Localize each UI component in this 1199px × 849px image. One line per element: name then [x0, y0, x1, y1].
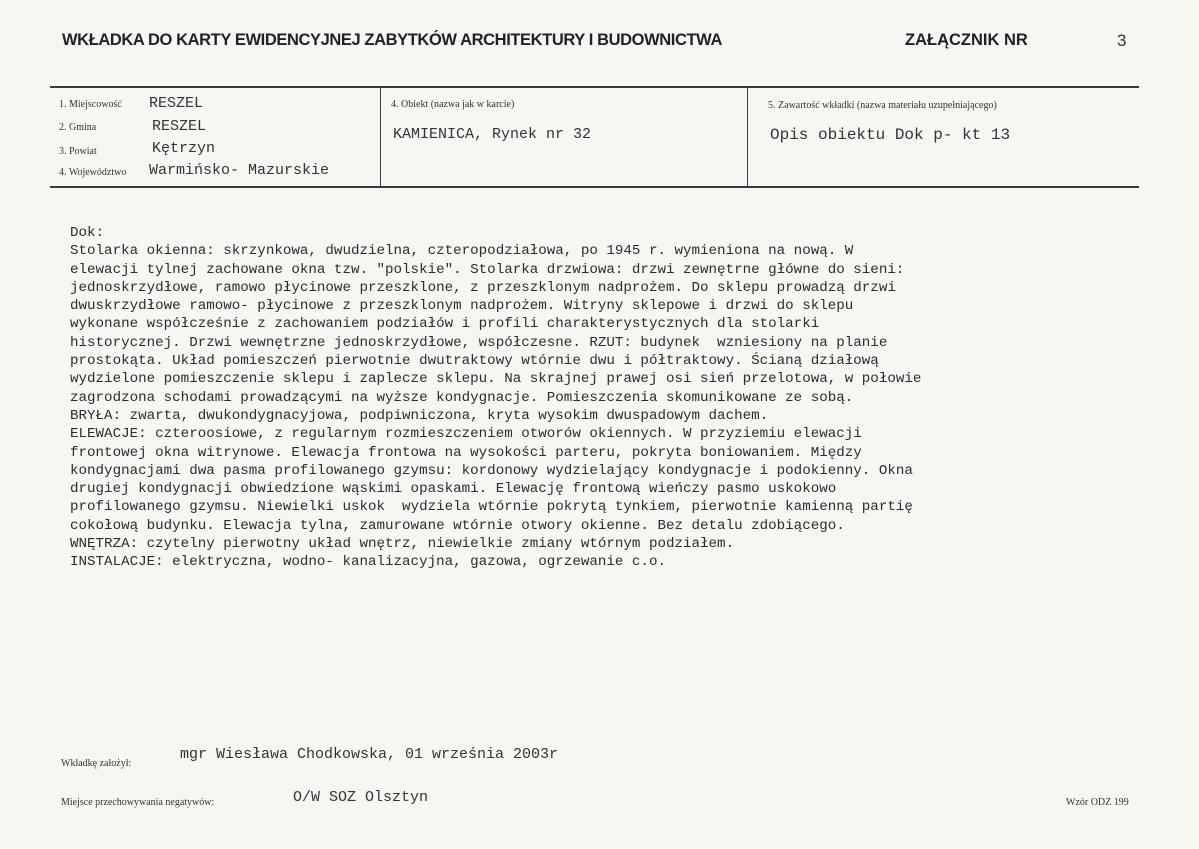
locality-label: 1. Miejscowość	[59, 99, 122, 110]
object-label: 4. Obiekt (nazwa jak w karcie)	[391, 99, 515, 110]
body-line: wydzielone pomieszczenie sklepu i zaplecze sklepu. Na skrajnej prawej osi sień przelotowa, w połowie	[70, 371, 922, 388]
negatives-label: Miejsce przechowywania negatywów:	[61, 797, 215, 808]
body-line: kondygnacjami dwa pasma profilowanego gzymsu: kordonowy wydzielający kondygnacje i podokienny. Okna	[70, 462, 913, 479]
annex-number: 3	[1117, 31, 1127, 50]
body-line: profilowanego gzymsu. Niewielki uskok wydziela wtórnie pokrytą tynkiem, pierwotnie kamienną partię	[70, 499, 913, 516]
body-line: elewacji tylnej zachowane okna tzw. "polskie". Stolarka drzwiowa: drzwi zewnętrne główne do sieni:	[70, 261, 905, 278]
object-value: KAMIENICA, Rynek nr 32	[393, 126, 592, 143]
voivodeship-value: Warmińsko- Mazurskie	[149, 162, 330, 179]
annex-label: ZAŁĄCZNIK NR	[905, 31, 1028, 49]
locality-value: RESZEL	[149, 95, 204, 112]
body-line: Stolarka okienna: skrzynkowa, dwudzielna, czteropodziałowa, po 1945 r. wymieniona na nową. W	[70, 243, 854, 260]
body-line: dwuskrzydłowe ramowo- płycinowe z przeszklonym nadprożem. Witryny sklepowe i drzwi do sklepu	[70, 298, 854, 315]
body-line: cokołową budynku. Elewacja tylna, zamurowane wtórnie otwory okienne. Bez detalu zdobiącego.	[70, 517, 845, 534]
body-line: BRYŁA: zwarta, dwukondygnacyjowa, podpiwniczona, kryta wysokim dwuspadowym dachem.	[70, 407, 769, 424]
body-line: historycznej. Drzwi wewnętrzne jednoskrzydłowe, współczesne. RZUT: budynek wzniesiony na planie	[70, 334, 888, 351]
form-bottom-border	[50, 186, 1139, 188]
description-body	[70, 224, 921, 572]
body-line: zagrodzona schodami prowadzącymi na wyższe kondygnacje. Pomieszczenia skomunikowane ze sobą.	[70, 389, 854, 406]
body-line: frontowej okna witrynowe. Elewacja frontowa na wysokości parteru, pokryta boniowaniem. Między	[70, 444, 862, 461]
commune-label: 2. Gmina	[59, 122, 97, 133]
body-line: INSTALACJE: elektryczna, wodno- kanalizacyjna, gazowa, ogrzewanie c.o.	[70, 554, 666, 571]
form-divider-2	[747, 87, 748, 187]
body-line: jednoskrzydłowe, ramowo płycinowe przeszklone, z przeszklonym nadprożem. Do sklepu prowadzą drzwi	[70, 279, 896, 296]
commune-value: RESZEL	[152, 118, 207, 135]
negatives-value: O/W SOZ Olsztyn	[293, 789, 429, 806]
body-line: drugiej kondygnacji obwiedzione wąskimi opaskami. Elewację frontową wieńczy pasmo uskokowo	[70, 481, 837, 498]
county-value: Kętrzyn	[152, 140, 216, 157]
county-label: 3. Powiat	[59, 146, 97, 157]
author-value: mgr Wiesława Chodkowska, 01 września 2003r	[180, 746, 559, 763]
body-line: prostokąta. Układ pomieszczeń pierwotnie dwutraktowy wtórnie dwu i półtraktowy. Ścianą działową	[70, 353, 879, 370]
form-divider-1	[380, 87, 381, 187]
author-label: Wkładkę założył:	[61, 758, 132, 769]
body-line: Dok:	[70, 225, 105, 241]
body-line: WNĘTRZA: czytelny pierwotny układ wnętrz, niewielkie zmiany wtórnym podziałem.	[70, 536, 735, 553]
body-line: wykonane współcześnie z zachowaniem podziałów i profili charakterystycznych dla stolarki	[70, 316, 820, 333]
content-value: Opis obiektu Dok p- kt 13	[770, 126, 1011, 144]
voivodeship-label: 4. Województwo	[59, 167, 127, 178]
body-line: ELEWACJE: czteroosiowe, z regularnym rozmieszczeniem otworów okiennych. W przyziemiu elewacji	[70, 426, 862, 443]
template-label: Wzór ODZ 199	[1066, 797, 1129, 808]
content-label: 5. Zawartość wkładki (nazwa materiału uzupełniającego)	[768, 100, 997, 111]
form-top-border	[50, 86, 1139, 88]
document-title: WKŁADKA DO KARTY EWIDENCYJNEJ ZABYTKÓW ARCHITEKTURY I BUDOWNICTWA	[62, 31, 722, 49]
